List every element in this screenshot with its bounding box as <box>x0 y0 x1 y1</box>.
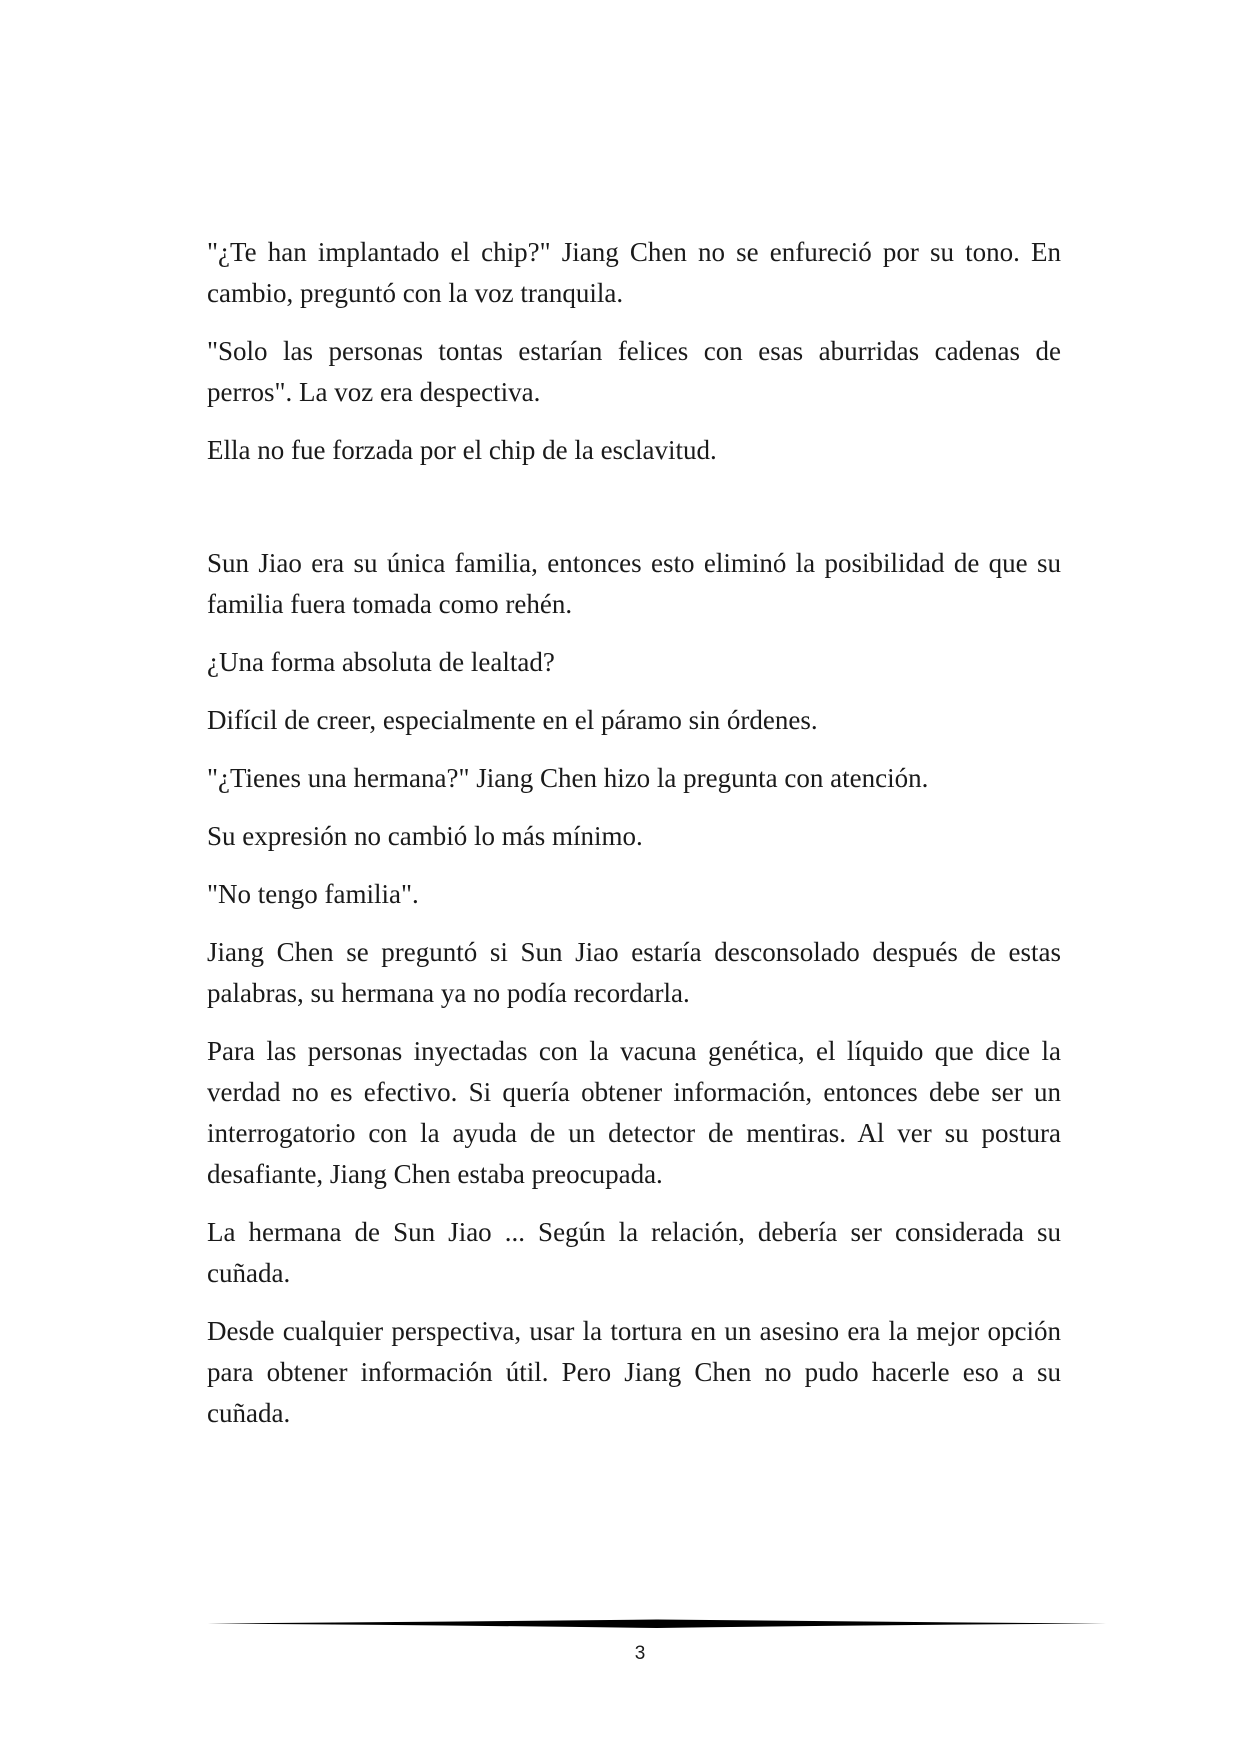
paragraph: Su expresión no cambió lo más mínimo. <box>207 821 643 851</box>
paragraph: Para las personas inyectadas con la vacuna genética, el líquido que dice la verdad no es efectivo. Si quería obtener información, entonces debe ser un interrogatorio con la ayuda de un detector de mentiras. Al ver su postura desafiante, Jiang Chen estaba preocupada. <box>207 1036 1061 1189</box>
paragraph: "¿Te han implantado el chip?" Jiang Chen no se enfureció por su tono. En cambio, preguntó con la voz tranquila. <box>207 237 1061 308</box>
page-number: 3 <box>634 1643 646 1664</box>
paragraph: "Solo las personas tontas estarían felices con esas aburridas cadenas de perros". La voz era despectiva. <box>207 336 1061 407</box>
paragraph: Sun Jiao era su única familia, entonces esto eliminó la posibilidad de que su familia fuera tomada como rehén. <box>207 548 1061 619</box>
paragraph: Desde cualquier perspectiva, usar la tortura en un asesino era la mejor opción para obtener información útil. Pero Jiang Chen no pudo hacerle eso a su cuñada. <box>207 1316 1061 1428</box>
paragraph: Difícil de creer, especialmente en el páramo sin órdenes. <box>207 705 818 735</box>
footer-divider <box>207 1617 1107 1631</box>
paragraph: ¿Una forma absoluta de lealtad? <box>207 647 555 677</box>
body-text <box>207 232 1061 1451</box>
paragraph: Jiang Chen se preguntó si Sun Jiao estaría desconsolado después de estas palabras, su hermana ya no podía recordarla. <box>207 937 1061 1008</box>
paragraph: Ella no fue forzada por el chip de la esclavitud. <box>207 435 717 465</box>
paragraph: "No tengo familia". <box>207 879 419 909</box>
paragraph: La hermana de Sun Jiao ... Según la relación, debería ser considerada su cuñada. <box>207 1217 1061 1288</box>
paragraph: "¿Tienes una hermana?" Jiang Chen hizo la pregunta con atención. <box>207 763 929 793</box>
